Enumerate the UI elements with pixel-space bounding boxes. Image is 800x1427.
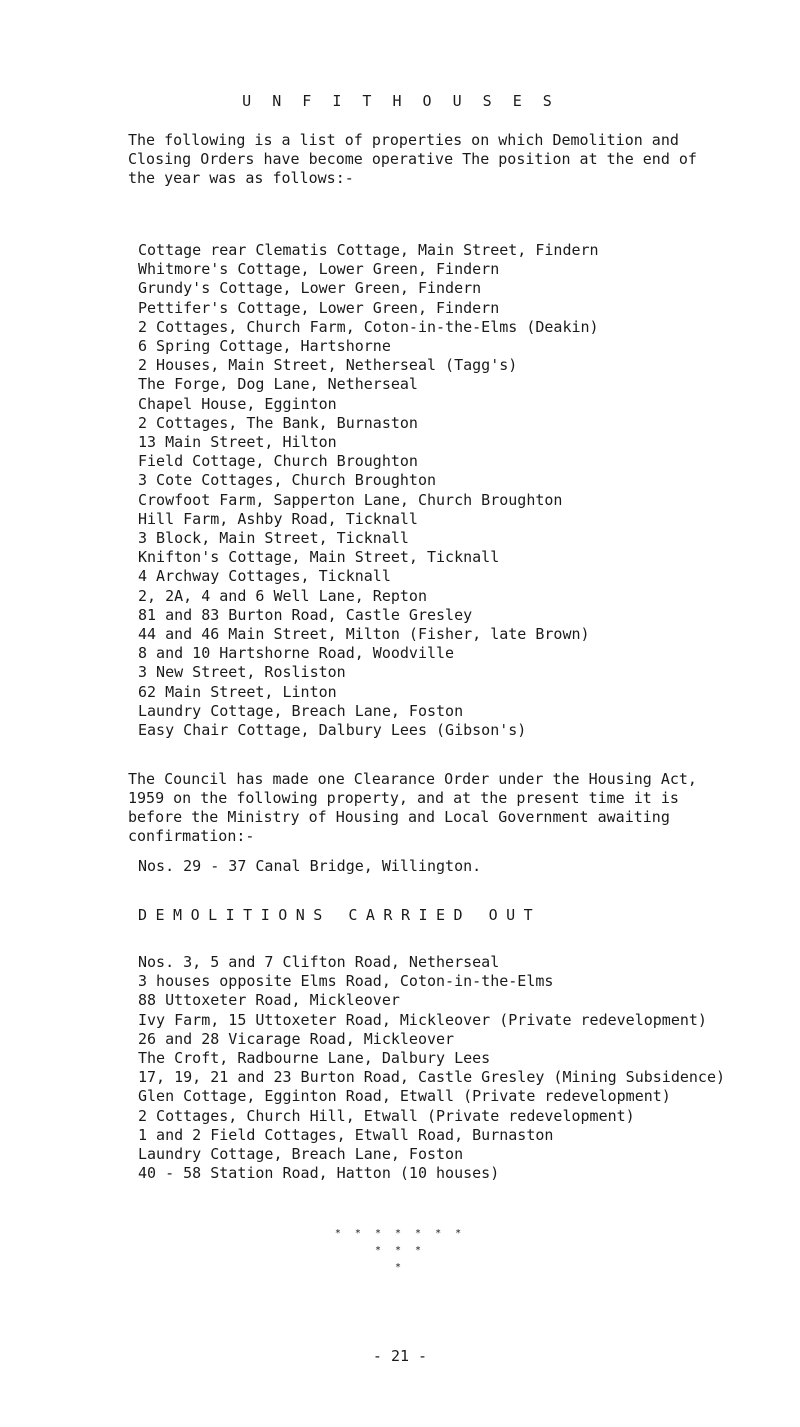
property-item: 3 Block, Main Street, Ticknall <box>138 529 409 548</box>
star-divider <box>0 1225 800 1276</box>
demolition-item: Glen Cottage, Egginton Road, Etwall (Private redevelopment) <box>138 1087 671 1106</box>
star-row: * <box>394 1262 406 1273</box>
property-item: Cottage rear Clematis Cottage, Main Street, Findern <box>138 241 599 259</box>
intro-paragraph: The following is a list of properties on which Demolition and Closing Orders have become operative The position at the end of the year was as follows:- <box>128 131 697 187</box>
property-item: 3 Cote Cottages, Church Broughton <box>138 471 437 490</box>
demolition-item: 3 houses opposite Elms Road, Coton-in-the-Elms <box>138 972 554 991</box>
demolition-item: 88 Uttoxeter Road, Mickleover <box>138 991 400 1010</box>
property-item: 44 and 46 Main Street, Milton (Fisher, late Brown) <box>138 625 590 644</box>
property-item: Easy Chair Cottage, Dalbury Lees (Gibson's) <box>138 721 527 740</box>
properties-list <box>138 241 788 740</box>
property-item: 8 and 10 Hartshorne Road, Woodville <box>138 644 455 663</box>
property-item: Knifton's Cottage, Main Street, Ticknall <box>138 548 500 567</box>
property-item: Field Cottage, Church Broughton <box>138 452 418 471</box>
property-item: 81 and 83 Burton Road, Castle Gresley <box>138 605 473 624</box>
property-item: 62 Main Street, Linton <box>138 682 337 701</box>
property-item: Grundy's Cottage, Lower Green, Findern <box>138 279 482 298</box>
demolition-item: Nos. 3, 5 and 7 Clifton Road, Netherseal <box>138 953 500 971</box>
clearance-property: Nos. 29 - 37 Canal Bridge, Willington. <box>138 857 482 875</box>
property-item: 4 Archway Cottages, Ticknall <box>138 567 391 586</box>
demolition-item: 40 - 58 Station Road, Hatton (10 houses) <box>138 1164 500 1183</box>
demolition-item: 1 and 2 Field Cottages, Etwall Road, Burnaston <box>138 1125 554 1144</box>
property-item: 6 Spring Cottage, Hartshorne <box>138 337 391 356</box>
page-number: - 21 - <box>372 1347 428 1365</box>
property-item: 3 New Street, Rosliston <box>138 663 346 682</box>
clearance-paragraph: The Council has made one Clearance Order under the Housing Act, 1959 on the following property, and at the present time it is before the Ministry of Housing and Local Government awaiting confirmation:- <box>128 770 697 845</box>
demolitions-heading: DEMOLITIONS CARRIED OUT <box>138 906 542 924</box>
demolition-item: 2 Cottages, Church Hill, Etwall (Private redevelopment) <box>138 1106 635 1125</box>
demolitions-list <box>138 953 788 1183</box>
property-item: Chapel House, Egginton <box>138 394 337 413</box>
property-item: 2 Cottages, The Bank, Burnaston <box>138 413 418 432</box>
property-item: 2 Cottages, Church Farm, Coton-in-the-Elms (Deakin) <box>138 317 599 336</box>
property-item: 2, 2A, 4 and 6 Well Lane, Repton <box>138 586 427 605</box>
star-row: * * * * * * * <box>334 1228 466 1239</box>
demolition-item: The Croft, Radbourne Lane, Dalbury Lees <box>138 1049 491 1068</box>
demolition-item: 17, 19, 21 and 23 Burton Road, Castle Gresley (Mining Subsidence) <box>138 1068 725 1087</box>
star-row: * * * <box>374 1245 426 1256</box>
property-item: The Forge, Dog Lane, Netherseal <box>138 375 418 394</box>
property-item: Laundry Cottage, Breach Lane, Foston <box>138 701 464 720</box>
demolition-item: Ivy Farm, 15 Uttoxeter Road, Mickleover (Private redevelopment) <box>138 1010 707 1029</box>
page-title: U N F I T H O U S E S <box>242 92 558 110</box>
demolition-item: Laundry Cottage, Breach Lane, Foston <box>138 1145 464 1164</box>
property-item: Crowfoot Farm, Sapperton Lane, Church Broughton <box>138 490 563 509</box>
property-item: Pettifer's Cottage, Lower Green, Findern <box>138 298 500 317</box>
property-item: 2 Houses, Main Street, Netherseal (Tagg's) <box>138 356 518 375</box>
property-item: Hill Farm, Ashby Road, Ticknall <box>138 509 418 528</box>
property-item: Whitmore's Cottage, Lower Green, Findern <box>138 260 500 279</box>
demolition-item: 26 and 28 Vicarage Road, Mickleover <box>138 1029 455 1048</box>
property-item: 13 Main Street, Hilton <box>138 433 337 452</box>
